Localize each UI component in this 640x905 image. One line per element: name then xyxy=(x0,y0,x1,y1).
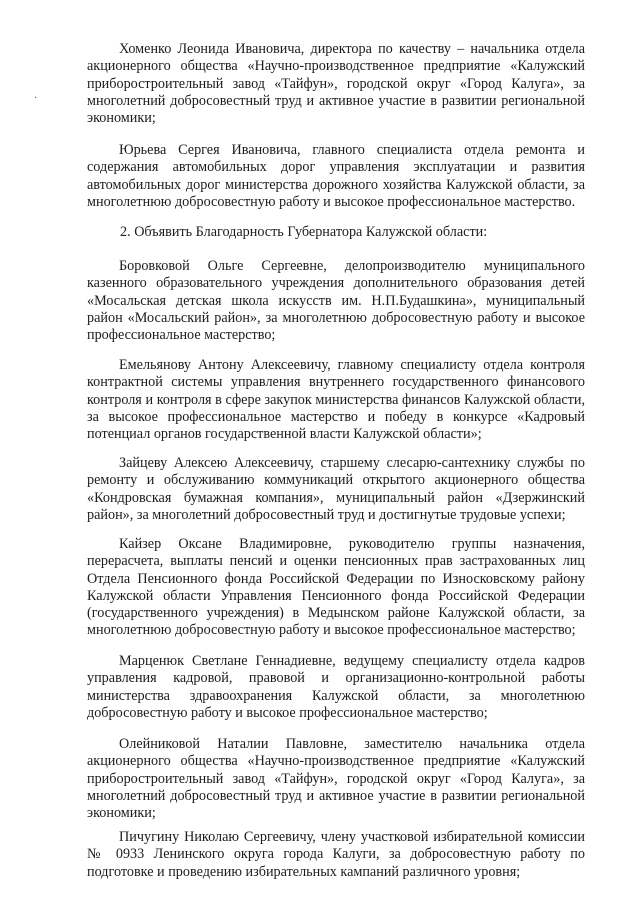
paragraph-pichugin xyxy=(87,829,585,881)
paragraph-yuryev xyxy=(87,142,585,211)
paragraph-zaitsev xyxy=(87,455,585,524)
paragraph-text: Юрьева Сергея Ивановича, главного специалиста отдела ремонта и содержания автомобильных дорог управления эксплуатации и развития автомобильных дорог министерства дорожного хозяйства Калужской области, за многолетнюю добросовестную работу и высокое профессиональное мастерство. xyxy=(87,142,585,210)
paragraph-text: Олейниковой Наталии Павловне, заместителю начальника отдела акционерного общества «Научно-производственное предприятие «Калужский приборостроительный завод «Тайфун», городской округ «Город Калуга», за многолетний добросовестный труд и активное участие в развитии региональной экономики; xyxy=(87,736,585,822)
paragraph-text: Пичугину Николаю Сергеевичу, члену участковой избирательной комиссии № 0933 Ленинского округа города Калуги, за добросовестную работу по подготовке и проведению избирательных кампаний различного уровня; xyxy=(87,829,585,880)
paragraph-text: Зайцеву Алексею Алексеевичу, старшему слесарю-сантехнику службы по ремонту и обслуживанию коммуникаций открытого акционерного общества «Кондровская бумажная компания», муниципальный район «Дзержинский район», за многолетний добросовестный труд и достигнутые трудовые успехи; xyxy=(87,455,585,523)
paragraph-text: Марценюк Светлане Геннадиевне, ведущему специалисту отдела кадров управления кадровой, правовой и организационно-контрольной работы министерства здравоохранения Калужской области, за многолетнюю добросовестную работу и высокое профессиональное мастерство; xyxy=(87,653,585,721)
paragraph-borovkova xyxy=(87,258,585,344)
paragraph-martsenyuk xyxy=(87,653,585,722)
paragraph-text: Кайзер Оксане Владимировне, руководителю группы назначения, перерасчета, выплаты пенсий и оценки пенсионных прав застрахованных лиц Отдела Пенсионного фонда Российской Федерации по Износковскому району Калужской области Управления Пенсионного фонда Российской Федерации (государственного учреждения) в Медынском районе Калужской области, за многолетнюю добросовестную работу и высокое профессиональное мастерство; xyxy=(87,536,585,639)
margin-mark: · xyxy=(34,93,38,104)
numbered-item-2: 2. Объявить Благодарность Губернатора Калужской области: xyxy=(120,224,488,240)
paragraph-khomenko xyxy=(87,41,585,127)
paragraph-oleynikova xyxy=(87,736,585,822)
paragraph-text: Хоменко Леонида Ивановича, директора по качеству – начальника отдела акционерного общества «Научно-производственное предприятие «Калужский приборостроительный завод «Тайфун», городской округ «Город Калуга», за многолетний добросовестный труд и активное участие в развитии региональной экономики; xyxy=(87,41,585,127)
paragraph-kaizer xyxy=(87,536,585,640)
paragraph-text: Емельянову Антону Алексеевичу, главному специалисту отдела контроля контрактной системы управления внутреннего государственного финансового контроля и контроля в сфере закупок министерства финансов Калужской области, за высокое профессиональное мастерство и победу в конкурсе «Кадровый потенциал органов государственной власти Калужской области»; xyxy=(87,357,585,443)
paragraph-emelyanov xyxy=(87,357,585,443)
paragraph-text: Боровковой Ольге Сергеевне, делопроизводителю муниципального казенного образовательного учреждения дополнительного образования детей «Мосальская детская школа искусств им. Н.П.Будашкина», муниципальный район «Мосальский район», за многолетнюю добросовестную работу и высокое профессиональное мастерство; xyxy=(87,258,585,344)
